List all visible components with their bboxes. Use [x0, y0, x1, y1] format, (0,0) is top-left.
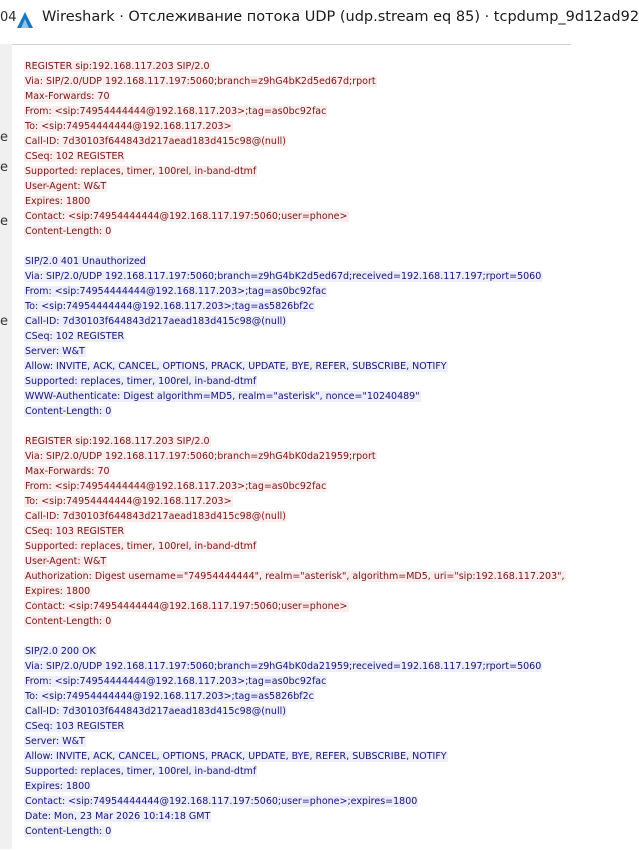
client-message	[24, 434, 571, 629]
stream-line	[24, 194, 571, 209]
stream-line-text: Expires: 1800	[25, 586, 91, 597]
stream-line	[24, 704, 571, 719]
stream-line-text: To: <sip:74954444444@192.168.117.203>;tag=as5826bf2c	[25, 301, 314, 312]
stream-line	[24, 209, 571, 224]
stream-line	[24, 149, 571, 164]
stream-line	[24, 359, 571, 374]
stream-line-text: Content-Length: 0	[25, 406, 112, 417]
stream-line-text: Content-Length: 0	[25, 826, 112, 837]
stream-line-text: From: <sip:74954444444@192.168.117.203>;tag=as0bc92fac	[25, 481, 327, 492]
stream-line	[24, 509, 571, 524]
message-separator	[24, 419, 571, 434]
stream-line	[24, 134, 571, 149]
stream-line	[24, 734, 571, 749]
stream-line-text: Expires: 1800	[25, 781, 91, 792]
stream-line	[24, 374, 571, 389]
background-letter: e	[0, 130, 8, 145]
background-letter: e	[0, 160, 8, 175]
stream-line-text: Supported: replaces, timer, 100rel, in-band-dtmf	[25, 766, 257, 777]
stream-line	[24, 749, 571, 764]
message-separator	[24, 629, 571, 644]
stream-line-text: Authorization: Digest username="74954444444", realm="asterisk", algorithm=MD5, uri="sip:192.168.117.203",	[25, 571, 565, 582]
stream-line	[24, 254, 571, 269]
stream-line	[24, 224, 571, 239]
stream-line-text: To: <sip:74954444444@192.168.117.203>	[25, 496, 232, 507]
stream-line-text: Contact: <sip:74954444444@192.168.117.197:5060;user=phone>	[25, 211, 348, 222]
stream-line	[24, 299, 571, 314]
stream-line-text: Contact: <sip:74954444444@192.168.117.197:5060;user=phone>;expires=1800	[25, 796, 418, 807]
background-letter: e	[0, 314, 8, 329]
stream-line	[24, 809, 571, 824]
stream-line	[24, 584, 571, 599]
wireshark-fin-icon	[15, 10, 35, 30]
stream-line-text: WWW-Authenticate: Digest algorithm=MD5, realm="asterisk", nonce="10240489"	[25, 391, 420, 402]
stream-line	[24, 119, 571, 134]
background-letter: e	[0, 214, 8, 229]
stream-line	[24, 689, 571, 704]
stream-line-text: Supported: replaces, timer, 100rel, in-band-dtmf	[25, 541, 257, 552]
stream-content-area[interactable]	[12, 44, 571, 850]
stream-line-text: From: <sip:74954444444@192.168.117.203>;tag=as0bc92fac	[25, 106, 327, 117]
stream-line	[24, 524, 571, 539]
stream-line-text: From: <sip:74954444444@192.168.117.203>;tag=as0bc92fac	[25, 286, 327, 297]
stream-line-text: Call-ID: 7d30103f644843d217aead183d415c98@(null)	[25, 136, 286, 147]
stream-line	[24, 569, 571, 584]
stream-line-text: Allow: INVITE, ACK, CANCEL, OPTIONS, PRACK, UPDATE, BYE, REFER, SUBSCRIBE, NOTIFY	[25, 751, 447, 762]
stream-line	[24, 404, 571, 419]
stream-line-text: SIP/2.0 200 OK	[25, 646, 96, 657]
stream-line	[24, 269, 571, 284]
stream-line	[24, 449, 571, 464]
stream-line-text: Contact: <sip:74954444444@192.168.117.197:5060;user=phone>	[25, 601, 348, 612]
stream-line	[24, 554, 571, 569]
stream-line-text: Max-Forwards: 70	[25, 466, 110, 477]
stream-line	[24, 599, 571, 614]
stream-line	[24, 74, 571, 89]
stream-line-text: Expires: 1800	[25, 196, 91, 207]
stream-line	[24, 464, 571, 479]
stream-line-text: Supported: replaces, timer, 100rel, in-band-dtmf	[25, 166, 257, 177]
stream-line	[24, 164, 571, 179]
stream-line-text: Content-Length: 0	[25, 616, 112, 627]
stream-line	[24, 59, 571, 74]
stream-line	[24, 494, 571, 509]
stream-line	[24, 719, 571, 734]
client-message	[24, 59, 571, 239]
stream-line-text: Call-ID: 7d30103f644843d217aead183d415c98@(null)	[25, 316, 286, 327]
stream-line-text: To: <sip:74954444444@192.168.117.203>;tag=as5826bf2c	[25, 691, 314, 702]
stream-line-text: REGISTER sip:192.168.117.203 SIP/2.0	[25, 61, 210, 72]
stream-line	[24, 614, 571, 629]
stream-line	[24, 179, 571, 194]
stream-line-text: Date: Mon, 23 Mar 2026 10:14:18 GMT	[25, 811, 211, 822]
stream-line-text: Allow: INVITE, ACK, CANCEL, OPTIONS, PRACK, UPDATE, BYE, REFER, SUBSCRIBE, NOTIFY	[25, 361, 447, 372]
stream-line	[24, 824, 571, 839]
stream-line	[24, 794, 571, 809]
stream-line-text: SIP/2.0 401 Unauthorized	[25, 256, 146, 267]
stream-line	[24, 104, 571, 119]
title-edge-text: 04	[0, 10, 17, 25]
stream-line-text: CSeq: 102 REGISTER	[25, 151, 125, 162]
stream-line-text: Server: W&T	[25, 736, 85, 747]
stream-line	[24, 479, 571, 494]
message-separator	[24, 239, 571, 254]
stream-line	[24, 539, 571, 554]
stream-line	[24, 344, 571, 359]
stream-line	[24, 659, 571, 674]
stream-line-text: Call-ID: 7d30103f644843d217aead183d415c98@(null)	[25, 511, 286, 522]
stream-line	[24, 89, 571, 104]
stream-line-text: To: <sip:74954444444@192.168.117.203>	[25, 121, 232, 132]
stream-line-text: Via: SIP/2.0/UDP 192.168.117.197:5060;branch=z9hG4bK2d5ed67d;received=192.168.117.197;rport=5060	[25, 271, 542, 282]
stream-line	[24, 284, 571, 299]
stream-line-text: Max-Forwards: 70	[25, 91, 110, 102]
stream-line-text: Via: SIP/2.0/UDP 192.168.117.197:5060;branch=z9hG4bK2d5ed67d;rport	[25, 76, 376, 87]
stream-line	[24, 764, 571, 779]
stream-line	[24, 644, 571, 659]
stream-line-text: Call-ID: 7d30103f644843d217aead183d415c98@(null)	[25, 706, 286, 717]
stream-line-text: CSeq: 103 REGISTER	[25, 721, 125, 732]
stream-line-text: CSeq: 102 REGISTER	[25, 331, 125, 342]
stream-line-text: Supported: replaces, timer, 100rel, in-band-dtmf	[25, 376, 257, 387]
stream-line-text: CSeq: 103 REGISTER	[25, 526, 125, 537]
stream-line-text: From: <sip:74954444444@192.168.117.203>;tag=as0bc92fac	[25, 676, 327, 687]
stream-line-text: Server: W&T	[25, 346, 85, 357]
stream-line-text: User-Agent: W&T	[25, 556, 107, 567]
stream-line-text: REGISTER sip:192.168.117.203 SIP/2.0	[25, 436, 210, 447]
stream-line	[24, 314, 571, 329]
stream-line	[24, 779, 571, 794]
stream-line-text: Content-Length: 0	[25, 226, 112, 237]
stream-line	[24, 674, 571, 689]
stream-line-text: User-Agent: W&T	[25, 181, 107, 192]
stream-line-text: Via: SIP/2.0/UDP 192.168.117.197:5060;branch=z9hG4bK0da21959;rport	[25, 451, 376, 462]
stream-line	[24, 434, 571, 449]
server-message	[24, 254, 571, 419]
stream-line-text: Via: SIP/2.0/UDP 192.168.117.197:5060;branch=z9hG4bK0da21959;received=192.168.117.197;rport=5060	[25, 661, 542, 672]
stream-text[interactable]	[24, 59, 571, 839]
server-message	[24, 644, 571, 839]
stream-line	[24, 329, 571, 344]
window-title: Wireshark · Отслеживание потока UDP (udp.stream eq 85) · tcpdump_9d12ad92	[42, 9, 639, 25]
stream-line	[24, 389, 571, 404]
title-bar[interactable]	[0, 0, 639, 44]
